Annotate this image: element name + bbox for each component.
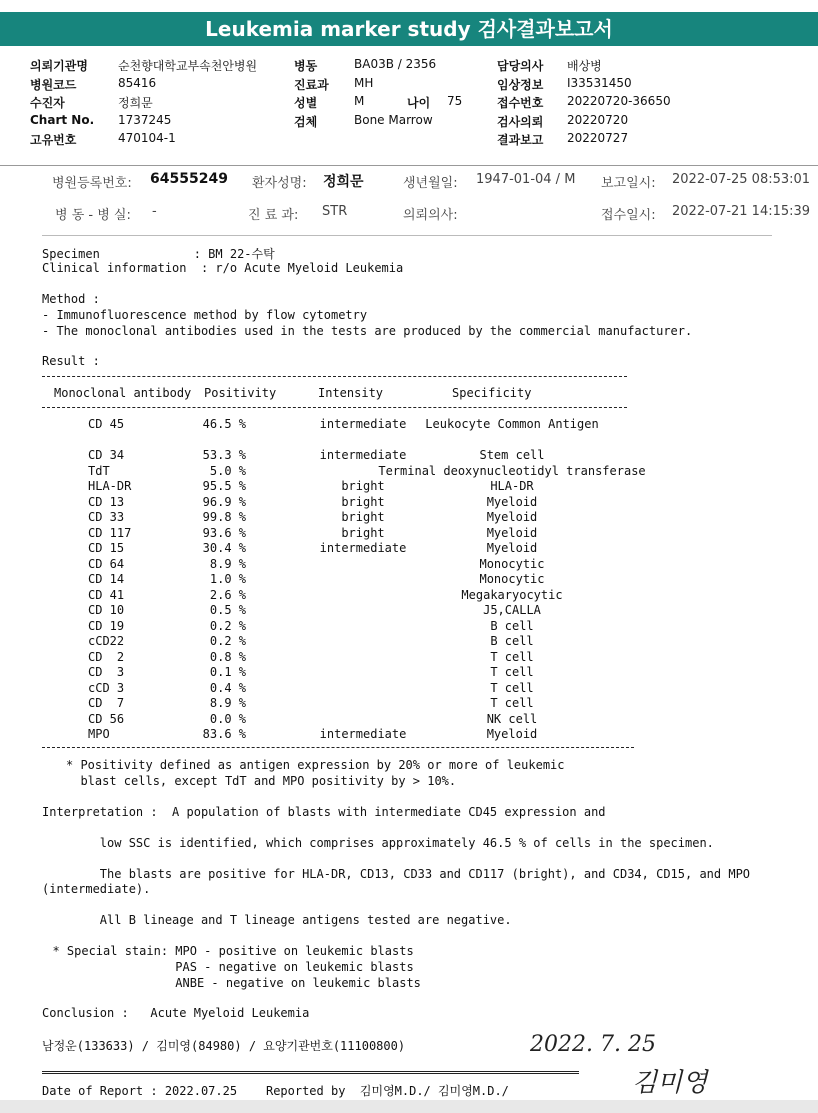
- doctor-label: 의뢰의사:: [403, 208, 458, 223]
- conclusion-line: Conclusion : Acute Myeloid Leukemia: [42, 1006, 310, 1020]
- cell-specificity: T cell: [490, 680, 534, 695]
- cell-antibody: CD 117: [88, 525, 132, 540]
- header-field-value: 20220727: [567, 131, 629, 145]
- ward-label: 병 동 - 병 실:: [55, 208, 131, 223]
- cell-positivity: 0.4 %: [209, 680, 246, 695]
- header-field-value: MH: [354, 75, 374, 90]
- cell-specificity: Leukocyte Common Antigen: [425, 417, 599, 431]
- cell-antibody: CD 7: [88, 696, 125, 710]
- cell-positivity: 0.8 %: [209, 649, 246, 664]
- header-field-label: 임상정보: [497, 77, 544, 92]
- cell-antibody: CD 3: [88, 665, 125, 679]
- dob-value: 1947-01-04 / M: [476, 172, 576, 187]
- header-field-label: 진료과: [294, 77, 329, 92]
- cell-specificity: Myeloid: [486, 525, 538, 540]
- cell-antibody: CD 56: [88, 711, 125, 726]
- header-field-value: 1737245: [118, 112, 172, 127]
- cell-intensity: bright: [341, 525, 385, 540]
- report-title: Leukemia marker study 검사결과보고서: [0, 12, 818, 46]
- cell-intensity: intermediate: [319, 448, 407, 462]
- cell-specificity: Myeloid: [486, 727, 538, 741]
- report-datetime-value: 2022-07-25 08:53:01: [672, 172, 811, 187]
- special-stain-line-2: PAS - negative on leukemic blasts: [38, 960, 414, 974]
- cell-antibody: CD 15: [88, 541, 125, 555]
- received-datetime-label: 접수일시:: [601, 208, 656, 223]
- cell-antibody: CD 14: [88, 572, 125, 586]
- cell-antibody: CD 19: [88, 618, 125, 633]
- header-field-value: 배상병: [567, 59, 602, 73]
- special-stain-line-3: ANBE - negative on leukemic blasts: [38, 976, 421, 990]
- cell-antibody: CD 34: [88, 448, 125, 462]
- interpretation-line-3: The blasts are positive for HLA-DR, CD13, CD33 and CD117 (bright), and CD34, CD15, and MPO: [42, 867, 751, 881]
- cell-positivity: 30.4 %: [202, 541, 246, 555]
- special-stain-line-1: * Special stain: MPO - positive on leukemic blasts: [38, 944, 414, 958]
- patient-label: 환자성명:: [252, 176, 307, 191]
- cell-antibody: CD 33: [88, 510, 125, 524]
- interpretation-line-5: All B lineage and T lineage antigens tested are negative.: [42, 913, 512, 927]
- header-field-value: BA03B / 2356: [354, 57, 437, 71]
- cell-positivity: 0.5 %: [209, 603, 246, 617]
- report-datetime-label: 보고일시:: [601, 176, 656, 191]
- header-field-value: Bone Marrow: [354, 113, 433, 127]
- dob-label: 생년월일:: [403, 176, 458, 191]
- header-field-label: 성별: [294, 96, 318, 110]
- cell-antibody: CD 41: [88, 587, 125, 602]
- footnote-line-2: blast cells, except TdT and MPO positivity by > 10%.: [66, 774, 457, 788]
- handwritten-date: 2022. 7. 25: [530, 1032, 656, 1057]
- footnote-line-1: * Positivity defined as antigen expression by 20% or more of leukemic: [66, 758, 565, 772]
- cell-antibody: TdT: [88, 463, 110, 478]
- header-field-label: 검사의뢰: [497, 114, 544, 129]
- reg-no-value: 64555249: [150, 171, 228, 187]
- cell-antibody: cCD 3: [88, 680, 125, 695]
- cell-positivity: 53.3 %: [202, 448, 246, 462]
- specimen-line: Specimen : BM 22-수탁: [42, 247, 275, 261]
- cell-antibody: CD 2: [88, 649, 125, 664]
- cell-specificity: Megakaryocytic: [461, 587, 563, 602]
- cell-positivity: 83.6 %: [202, 727, 246, 741]
- patient-value: 정희문: [323, 174, 364, 190]
- cell-intensity: intermediate: [319, 541, 407, 555]
- cell-positivity: 96.9 %: [202, 494, 246, 509]
- header-field-value: 20220720: [567, 112, 629, 127]
- cell-positivity: 99.8 %: [202, 510, 246, 524]
- header-divider: [0, 165, 818, 166]
- cell-specificity: NK cell: [486, 711, 538, 726]
- cell-specificity: Myeloid: [486, 494, 538, 509]
- header-field-value: 순천향대학교부속천안병원: [118, 59, 258, 73]
- cell-specificity: Stem cell: [479, 448, 545, 462]
- cell-positivity: 2.6 %: [209, 587, 246, 602]
- header-field-label: 병동: [294, 59, 318, 73]
- method-heading: Method :: [42, 292, 100, 306]
- cell-positivity: 93.6 %: [202, 525, 246, 540]
- header-field-value: 정희문: [118, 96, 153, 110]
- cell-positivity: 0.2 %: [209, 634, 246, 648]
- cell-specificity: B cell: [490, 634, 534, 648]
- received-datetime-value: 2022-07-21 14:15:39: [672, 204, 811, 219]
- header-field-label: 접수번호: [497, 96, 544, 110]
- interpretation-line-4: (intermediate).: [42, 882, 151, 896]
- col-header-antibody: Monoclonal antibody: [54, 386, 192, 400]
- cell-positivity: 1.0 %: [209, 572, 246, 586]
- registration-divider: [42, 235, 772, 236]
- cell-antibody: MPO: [88, 727, 110, 741]
- cell-positivity: 95.5 %: [202, 479, 246, 493]
- cell-antibody: cCD22: [88, 634, 125, 648]
- method-line-2: - The monoclonal antibodies used in the tests are produced by the commercial manufacturer.: [42, 324, 693, 338]
- header-field-value: 85416: [118, 75, 157, 90]
- table-header-rule: [42, 407, 627, 408]
- cell-positivity: 46.5 %: [202, 417, 246, 431]
- cell-antibody: CD 13: [88, 494, 125, 509]
- header-field-value: I33531450: [567, 75, 632, 90]
- reg-no-label: 병원등록번호:: [52, 176, 132, 191]
- table-bottom-rule: [42, 747, 634, 748]
- header-field-label: 의뢰기관명: [30, 59, 88, 73]
- header-field-label: 검체: [294, 115, 318, 129]
- header-field-value: 20220720-36650: [567, 94, 671, 108]
- cell-antibody: HLA-DR: [88, 479, 132, 493]
- cell-specificity: T cell: [490, 696, 534, 710]
- header-field-label: 결과보고: [497, 133, 544, 147]
- cell-specificity: B cell: [490, 618, 534, 633]
- cell-positivity: 5.0 %: [209, 463, 246, 478]
- cell-intensity: bright: [341, 494, 385, 509]
- result-heading: Result :: [42, 354, 100, 368]
- cell-specificity: Myeloid: [486, 510, 538, 524]
- col-header-intensity: Intensity: [318, 386, 384, 400]
- cell-positivity: 0.2 %: [209, 618, 246, 633]
- cell-positivity: 8.9 %: [209, 696, 246, 710]
- report-date-line: Date of Report : 2022.07.25 Reported by 김미영M.D./ 김미영M.D./: [42, 1084, 509, 1098]
- ward-value: -: [152, 204, 157, 219]
- interpretation-line-1: Interpretation : A population of blasts with intermediate CD45 expression and: [42, 805, 606, 819]
- col-header-positivity: Positivity: [204, 386, 277, 400]
- signers-line: 남정운(133633) / 김미영(84980) / 요양기관번호(11100800): [42, 1039, 406, 1053]
- cell-intensity: bright: [341, 510, 385, 524]
- header-field-label: 고유번호: [30, 133, 77, 147]
- col-header-specificity: Specificity: [452, 386, 532, 400]
- clinical-info-line: Clinical information : r/o Acute Myeloid Leukemia: [42, 261, 404, 275]
- cell-positivity: 8.9 %: [209, 556, 246, 571]
- cell-antibody: CD 10: [88, 603, 125, 617]
- header-field-label: 담당의사: [497, 59, 544, 73]
- dept-value: STR: [322, 204, 348, 219]
- cell-positivity: 0.0 %: [209, 711, 246, 726]
- cell-intensity: intermediate: [319, 727, 407, 741]
- cell-specificity: Monocytic: [479, 556, 545, 571]
- cell-antibody: CD 64: [88, 556, 125, 571]
- cell-specificity: J5,CALLA: [483, 603, 541, 617]
- header-field-value: 470104-1: [118, 131, 176, 145]
- header-field-label: 수진자: [30, 96, 65, 110]
- cell-intensity: bright: [341, 479, 385, 493]
- table-top-rule: [42, 376, 627, 377]
- report-double-rule: [42, 1071, 579, 1074]
- dept-label: 진 료 과:: [248, 208, 299, 223]
- header-field-value: M: [354, 94, 365, 108]
- cell-positivity: 0.1 %: [209, 665, 246, 679]
- cell-specificity: Myeloid: [486, 541, 538, 555]
- method-line-1: - Immunofluorescence method by flow cytometry: [42, 308, 368, 322]
- cell-specificity: HLA-DR: [490, 479, 534, 493]
- age-value: 75: [447, 94, 463, 108]
- page-bottom-band: [0, 1100, 818, 1113]
- age-label: 나이: [407, 96, 431, 110]
- cell-specificity: Monocytic: [479, 572, 545, 586]
- cell-specificity: T cell: [490, 649, 534, 664]
- cell-antibody: CD 45: [88, 417, 125, 431]
- header-field-label: Chart No.: [30, 112, 95, 127]
- cell-intensity: intermediate: [319, 417, 407, 431]
- header-field-label: 병원코드: [30, 77, 77, 92]
- cell-specificity: T cell: [490, 665, 534, 679]
- interpretation-line-2: low SSC is identified, which comprises approximately 46.5 % of cells in the specimen.: [42, 836, 714, 850]
- cell-specificity: Terminal deoxynucleotidyl transferase: [378, 463, 646, 478]
- handwritten-signature: 김미영: [632, 1068, 708, 1098]
